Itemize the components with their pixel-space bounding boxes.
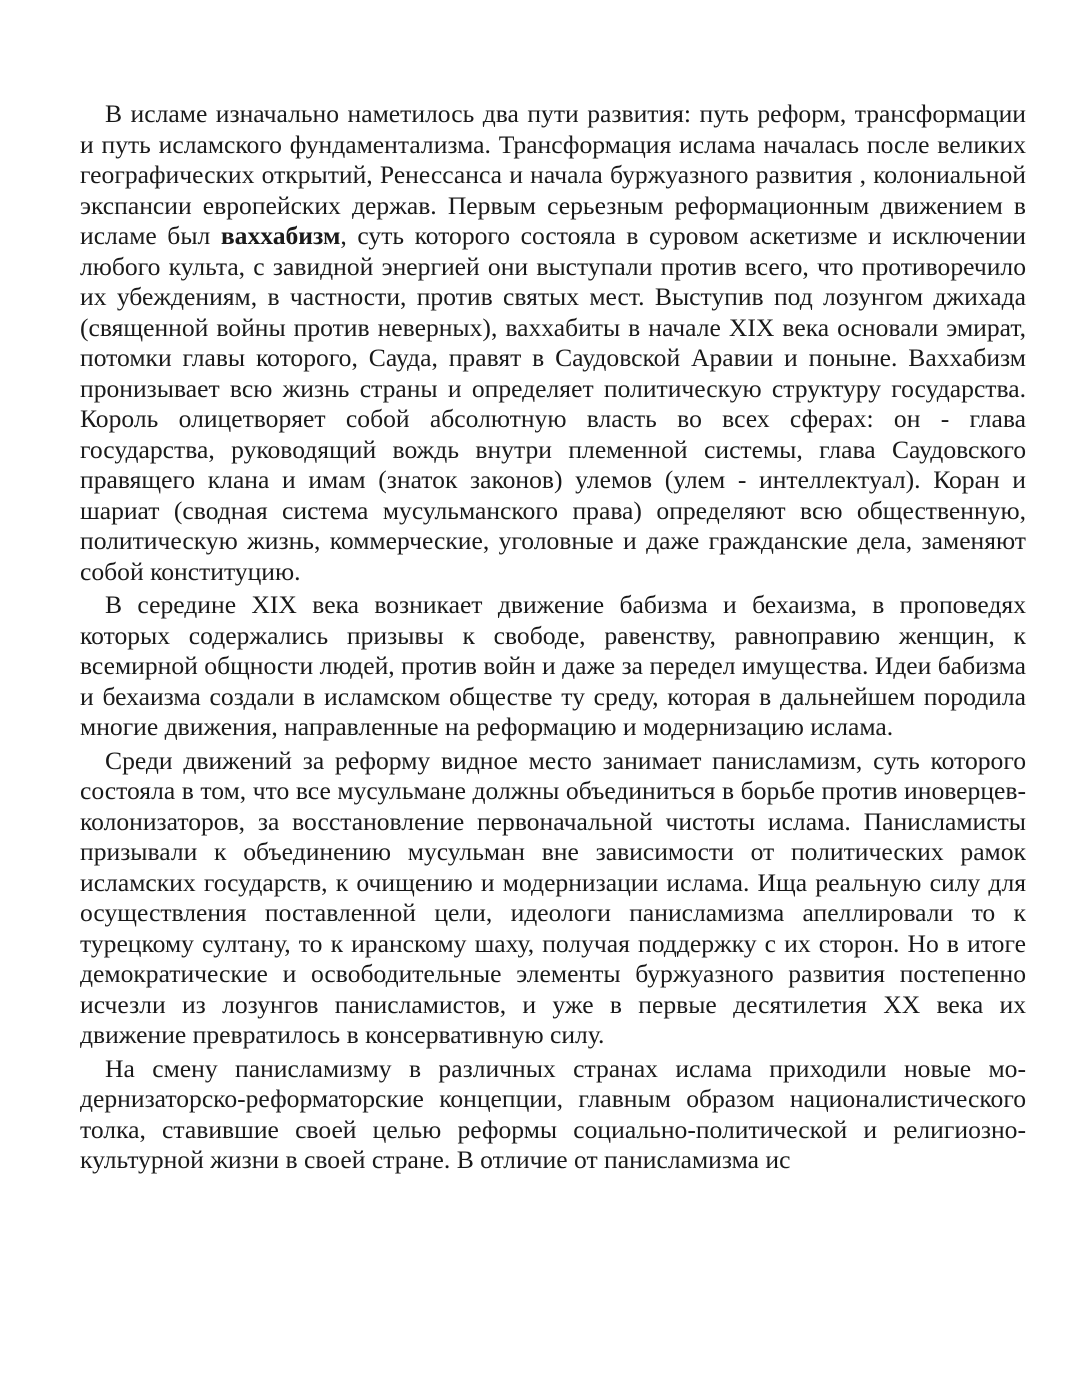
paragraph-babism: В середине XIX века возникает движение бабизма и бехаизма, в проповедях которых содержались призывы к свободе, равенству, равноправию женщин, к всемирной общности людей, против войн и даже за передел имущества. Идеи бабизма и бехаизма создали в исламском обществе ту среду, которая в дальнейшем породила многие движения, направленные на реформацию и модернизацию ислама. [80, 590, 1026, 741]
paragraph-1-text-after: , суть которого состояла в суровом аскетизме и исключении любого культа, с завидной энергией они выступали против всего, что противоречило их убеждениям, в частности, против святых мест. Выступив под лозунгом джихада (священной войны против неверных), ваххабиты в начале XIX века основали эмират, потомки главы которого, Сауда, правят в Саудовской Аравии и поныне. Ваххабизм пронизывает всю жизнь страны и определяет политическую структуру государства. Король олицетворяет собой абсолютную власть во всех сферах: он - глава государства, руководящий вождь внутри племенной системы, глава Саудовского правящего клана и имам (знаток законов) улемов (улем - интеллектуал). Коран и шариат (сводная система мусульманского права) определяют всю общественную, политическую жизнь, коммерческие, уголовные и даже гражданские дела, заменяют собой конституцию. [80, 221, 1026, 586]
paragraph-modernization: На смену панисламизму в различных странах ислама приходили новые модернизаторско-реформаторские концепции, главным образом националистического толка, ставившие своей целью реформы социально-политической и религиозно-культурной жизни в своей стране. В отличие от панисламизма ис [80, 1053, 1026, 1174]
paragraph-1-text-before: В исламе изначально наметилось два пути развития: путь реформ, трансформации и путь исламского фундаментализма. Трансформация ислама началась после великих географических открытий, Ренессанса и начала буржуазного развития , колониальной экспансии европейских держав. Первым серьезным реформационным движением в исламе был [80, 99, 1026, 250]
document-page [80, 99, 1026, 1176]
paragraph-wahhabism [80, 99, 1026, 587]
paragraph-panislamism: Среди движений за реформу видное место занимает панисламизм, суть которого состояла в том, что все мусульмане должны объединиться в борьбе против иноверцев-колонизаторов, за восстановление первоначальной чистоты ислама. Панисламисты призывали к объединению мусульман вне зависимости от политических рамок исламских государств, к очищению и модернизации ислама. Ища реальную силу для осуществления поставленной цели, идеологи панисламизма апеллировали то к турецкому султану, то к иранскому шаху, получая поддержку с их сторон. Но в итоге демократические и освободительные элементы буржуазного развития постепенно исчезли из лозунгов панисламистов, и уже в первые десятилетия XX века их движение превратилось в консервативную силу. [80, 745, 1026, 1049]
term-wahhabism: ваххабизм [220, 221, 341, 250]
